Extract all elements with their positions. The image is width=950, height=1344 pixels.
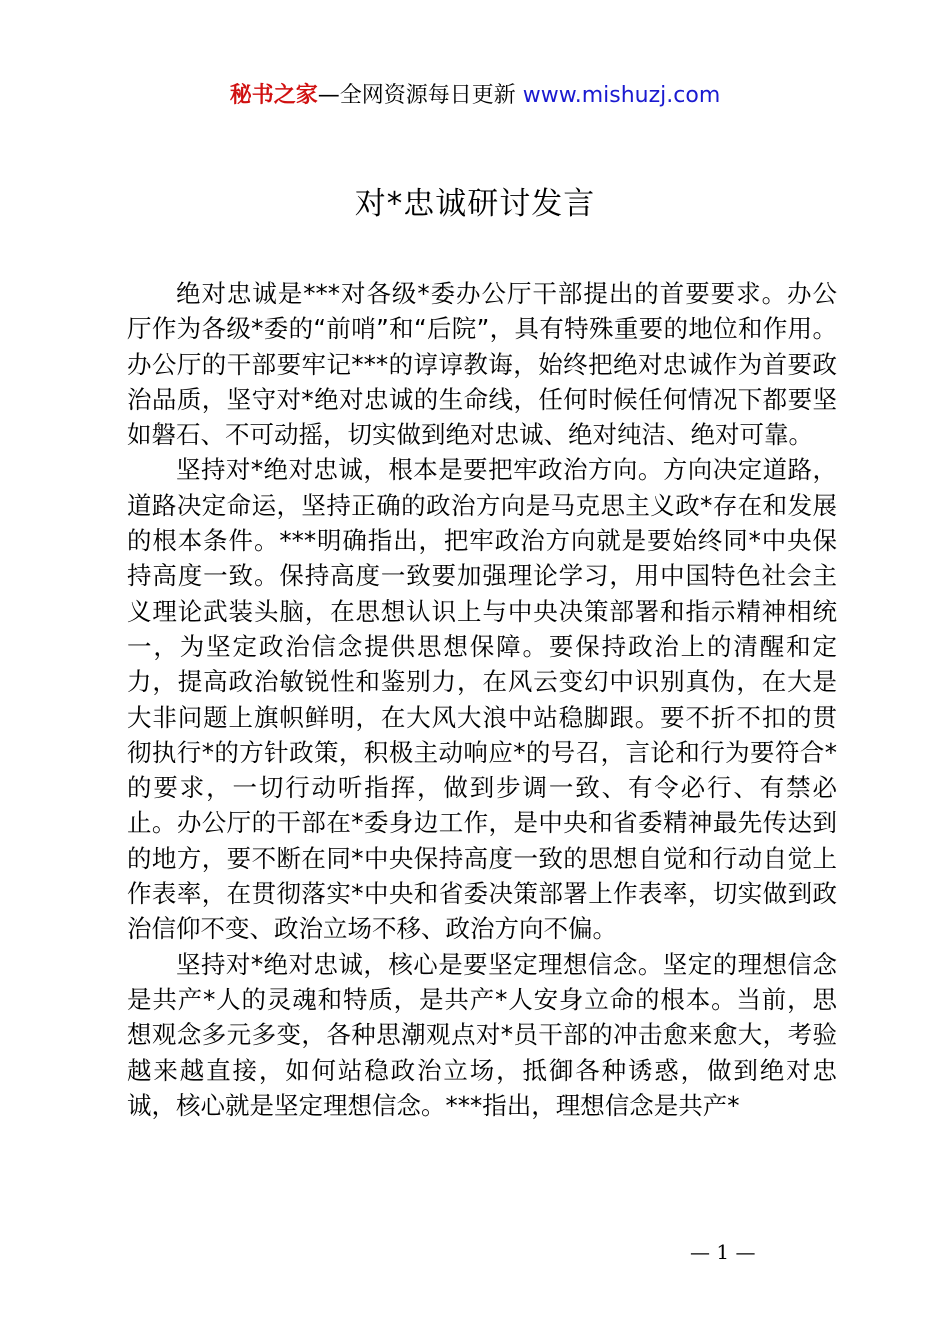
brand-name: 秘书之家	[229, 83, 318, 108]
body-paragraph: 坚持对*绝对忠诚，核心是要坚定理想信念。坚定的理想信念是共产*人的灵魂和特质，是共产*人安身立命的根本。当前，思想观念多元多变，各种思潮观点对*员干部的冲击愈来愈大，考验越来越直接，如何站稳政治立场，抵御各种诱惑，做到绝对忠诚，核心就是坚定理想信念。***指出，理想信念是共产*	[127, 949, 837, 1120]
page-number: — 1 —	[690, 1240, 756, 1264]
document-title: 对*忠诚研讨发言	[354, 186, 596, 222]
body-paragraph: 坚持对*绝对忠诚，根本是要把牢政治方向。方向决定道路，道路决定命运，坚持正确的政治方向是马克思主义政*存在和发展的根本条件。***明确指出，把牢政治方向就是要始终同*中央保持高度一致。保持高度一致要加强理论学习，用中国特色社会主义理论武装头脑，在思想认识上与中央决策部署和指示精神相统一，为坚定政治信念提供思想保障。要保持政治上的清醒和定力，提高政治敏锐性和鉴别力，在风云变幻中识别真伪，在大是大非问题上旗帜鲜明，在大风大浪中站稳脚跟。要不折不扣的贯彻执行*的方针政策，积极主动响应*的号召，言论和行为要符合*的要求，一切行动听指挥，做到步调一致、有令必行、有禁必止。办公厅的干部在*委身边工作，是中央和省委精神最先传达到的地方，要不断在同*中央保持高度一致的思想自觉和行动自觉上作表率，在贯彻落实*中央和省委决策部署上作表率，切实做到政治信仰不变、政治立场不移、政治方向不偏。	[127, 455, 837, 944]
site-url-link[interactable]: www.mishuzj.com	[522, 83, 721, 108]
banner-slogan: —全网资源每日更新	[317, 83, 516, 108]
site-banner	[0, 80, 950, 112]
body-paragraph: 绝对忠诚是***对各级*委办公厅干部提出的首要要求。办公厅作为各级*委的“前哨”和“后院”，具有特殊重要的地位和作用。办公厅的干部要牢记***的谆谆教诲，始终把绝对忠诚作为首要政治品质，坚守对*绝对忠诚的生命线，任何时候任何情况下都要坚如磐石、不可动摇，切实做到绝对忠诚、绝对纯洁、绝对可靠。	[127, 279, 837, 450]
document-body	[127, 276, 837, 1123]
